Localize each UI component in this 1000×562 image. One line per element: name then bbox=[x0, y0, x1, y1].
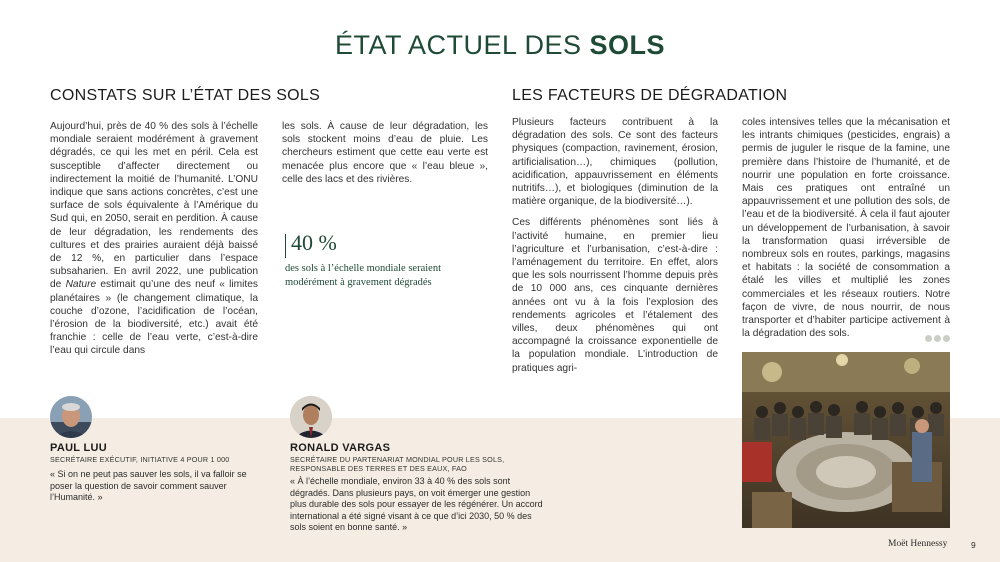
text-column-2 bbox=[282, 120, 488, 194]
dot-icon bbox=[925, 335, 932, 342]
paragraph: Ces différents phénomènes sont liés à l’activité humaine, en premier lieu l’agriculture et l’urbanisation, c’est-à-dire : l’aménagement du territoire. En effet, alors que les sols nourrissent l’homme depuis près de 10 000 ans, ces cinquante dernières années ont vu à la fois l’explosion des rendements agricoles et l’étalement des villes, deux phénomènes qui ont accompagné la croissance exponentielle de la population mondiale. L’introduction de pratiques agri- bbox=[512, 217, 718, 374]
audience-photo-icon bbox=[742, 352, 950, 528]
brand-logo: Moët Hennessy bbox=[888, 539, 948, 549]
stat-caption: des sols à l’échelle mondiale seraient modérément à gravement dégradés bbox=[285, 263, 441, 288]
person-name: RONALD VARGAS bbox=[290, 442, 391, 454]
text-column-3 bbox=[512, 116, 718, 383]
section-heading-constats: CONSTATS SUR L’ÉTAT DES SOLS bbox=[50, 87, 321, 104]
journal-name: Nature bbox=[65, 279, 97, 291]
page-title bbox=[0, 30, 1000, 61]
text-column-1 bbox=[50, 120, 258, 366]
stat-bar bbox=[285, 234, 286, 258]
event-photo bbox=[742, 352, 950, 528]
page-number: 9 bbox=[971, 540, 976, 550]
paragraph: Aujourd’hui, près de 40 % des sols à l’échelle mondiale seraient modérément à gravement dégradés, ce qui les met en péril. Cela est susceptible d’affecter directement ou indirectement la moitié de l’humanité. L’ONU indique que sans actions concrètes, c’est une surface de sols équivalente à l’Amérique du Sud qui, en 2050, serait en perdition. À cause de leur dégradation, les rendements des cultures et des prairies auraient déjà baissé de 12 %, en particulier dans l’espace subsaharien. En avril 2022, une publication de Nature estimait qu’une des neuf « limites planétaires » (le changement climatique, la couche d’ozone, l’acidification de l’océan, l’érosion de la biodiversité, etc.) avait été franchie : celle de l’eau verte, c’est-à-dire l’eau qui circule dans bbox=[50, 121, 258, 357]
text-column-4 bbox=[742, 116, 950, 348]
page-title-light: ÉTAT ACTUEL DES bbox=[334, 30, 590, 60]
page-title-bold: SOLS bbox=[589, 30, 666, 60]
section-heading-facteurs: LES FACTEURS DE DÉGRADATION bbox=[512, 87, 788, 104]
person-quote: « Si on ne peut pas sauver les sols, il va falloir se poser la question de savoir comment sauver l’Humanité. » bbox=[50, 469, 247, 502]
dot-icon bbox=[943, 335, 950, 342]
person-role: SECRÉTAIRE DU PARTENARIAT MONDIAL POUR LES SOLS, RESPONSABLE DES TERRES ET DES EAUX, FAO bbox=[290, 455, 505, 473]
person-quote: « À l’échelle mondiale, environ 33 à 40 % des sols sont dégradés. Dans plusieurs pays, on voit émerger une gestion plus durable des sols pour essayer de les régénérer. Un accord international a été signé visant à ce que d’ici 2030, 50 % des sols soient en bonne santé. » bbox=[290, 476, 543, 532]
person-name: PAUL LUU bbox=[50, 442, 107, 454]
paragraph: les sols. À cause de leur dégradation, les sols stockent moins d’eau de pluie. Les chercheurs estiment que cette eau verte est menacée plus encore que « l’eau bleue », celle des lacs et des rivières. bbox=[282, 121, 488, 185]
paragraph: coles intensives telles que la mécanisation et les intrants chimiques (pesticides, engrais) a permis de juguler le risque de la famine, une première dans l’histoire de l’humanité, et de nourrir une population en forte croissance. Mais ces pratiques ont entraîné un appauvrissement et une pollution des sols, de l’eau et de la biodiversité. À cela il faut ajouter un développement de l’urbanisation, à savoir la transformation quasi irréversible de nombreux sols en routes, parkings, magasins et habitats : la société de consommation a étalé les villes et multiplié les zones commerciales et les réseaux routiers. Notre façon de vivre, de nous nourrir, de nous transporter et d’habiter participe activement à la dégradation des sols. bbox=[742, 117, 950, 340]
portrait-icon bbox=[50, 396, 92, 438]
portrait-icon bbox=[290, 396, 332, 438]
dot-icon bbox=[934, 335, 941, 342]
paragraph: Plusieurs facteurs contribuent à la dégradation des sols. Ce sont des facteurs physiques (compaction, ravinement, érosion, artificialisation…), chimiques (pollution, acidification, appauvrissement en éléments nutritifs…), et biologiques (diminution de la matière organique, de la biodiversité…). bbox=[512, 117, 718, 208]
avatar-ronald-vargas bbox=[290, 396, 332, 438]
avatar-paul-luu bbox=[50, 396, 92, 438]
person-role: SECRÉTAIRE EXÉCUTIF, INITIATIVE 4 POUR 1 000 bbox=[50, 455, 230, 464]
carousel-dots bbox=[925, 329, 952, 347]
stat-number: 40 % bbox=[291, 230, 337, 255]
